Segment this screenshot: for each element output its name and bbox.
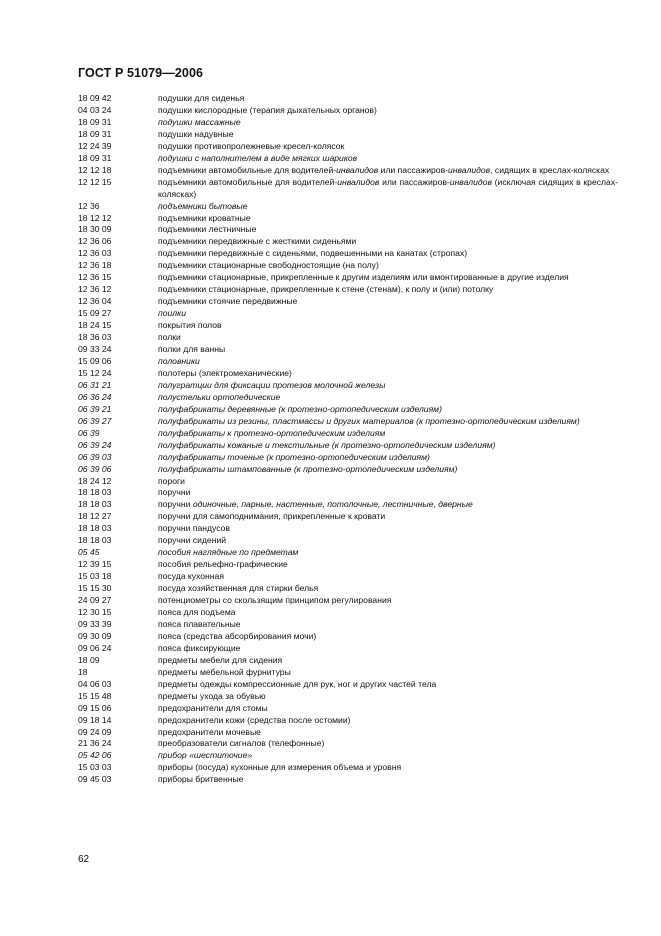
index-term <box>158 272 618 284</box>
index-term <box>158 368 618 380</box>
index-term-part: поручни <box>158 499 193 510</box>
index-row <box>78 452 618 464</box>
index-row <box>78 117 618 129</box>
index-row <box>78 153 618 165</box>
index-term-part: поручни сидений <box>158 535 227 546</box>
index-row <box>78 476 618 488</box>
index-code: 06 31 21 <box>78 379 112 390</box>
index-term-part: подъемники бытовые <box>158 200 248 211</box>
index-row <box>78 356 618 368</box>
index-row <box>78 691 618 703</box>
index-row <box>78 762 618 774</box>
index-term <box>158 356 618 368</box>
index-term <box>158 464 618 476</box>
index-term <box>158 392 618 404</box>
index-code: 09 30 09 <box>78 630 112 641</box>
index-code: 15 09 06 <box>78 355 112 366</box>
index-code: 24 09 27 <box>78 595 112 606</box>
index-term-part: предметы ухода за обувью <box>158 690 266 701</box>
index-row <box>78 236 618 248</box>
index-term-part: половники <box>158 355 200 366</box>
index-code: 09 24 09 <box>78 726 112 737</box>
index-term-part: подъемники стационарные свободностоящие (на полу) <box>158 260 379 271</box>
index-row <box>78 738 618 750</box>
index-code: 06 39 06 <box>78 463 112 474</box>
index-code: 15 03 18 <box>78 571 112 582</box>
index-row <box>78 643 618 655</box>
index-term <box>158 691 618 703</box>
index-term <box>158 679 618 691</box>
index-code: 18 09 31 <box>78 116 112 127</box>
index-term <box>158 607 618 619</box>
index-term <box>158 452 618 464</box>
index-code: 12 12 18 <box>78 164 112 175</box>
index-term-part: полуфабрикаты штампованные (к протезно-ортопедическим изделиям) <box>158 463 458 474</box>
index-term-part: полуфабрикаты из резины, пластмассы и других материалов (к протезно-ортопедическим изделиям) <box>158 415 580 426</box>
index-row <box>78 523 618 535</box>
index-code: 18 09 <box>78 654 100 665</box>
index-term-part: поручни <box>158 487 191 498</box>
index-row <box>78 296 618 308</box>
index-term-part: полки <box>158 332 181 343</box>
index-term <box>158 440 618 452</box>
index-row <box>78 535 618 547</box>
index-row <box>78 667 618 679</box>
index-term <box>158 153 618 165</box>
index-row <box>78 141 618 153</box>
index-row <box>78 177 618 201</box>
index-term-part: поручни для самоподнимания, прикрепленные к кровати <box>158 511 386 522</box>
index-row <box>78 703 618 715</box>
index-term-part: подушки массажные <box>158 116 241 127</box>
index-term-part: полотеры (электромеханические) <box>158 367 292 378</box>
index-term <box>158 774 618 786</box>
index-code: 09 06 24 <box>78 642 112 653</box>
index-term-part: приборы (посуда) кухонные для измерения объема и уровня <box>158 762 402 773</box>
index-term-part: подушки для сиденья <box>158 93 245 103</box>
index-row <box>78 440 618 452</box>
index-term-part: приборы бритвенные <box>158 774 244 785</box>
index-term <box>158 320 618 332</box>
index-row <box>78 308 618 320</box>
index-row <box>78 272 618 284</box>
index-term <box>158 571 618 583</box>
index-code: 06 39 27 <box>78 415 112 426</box>
index-term <box>158 523 618 535</box>
index-row <box>78 619 618 631</box>
index-row <box>78 428 618 440</box>
index-code: 18 36 03 <box>78 332 112 343</box>
index-code: 12 36 <box>78 200 100 211</box>
index-code: 18 24 15 <box>78 320 112 331</box>
index-row <box>78 284 618 296</box>
index-row <box>78 93 618 105</box>
index-term-part: предметы мебели для сидения <box>158 654 283 665</box>
index-term-part: потенциометры со скользящим принципом регулирования <box>158 595 392 606</box>
index-term-part: пояса для подъема <box>158 606 236 617</box>
index-term-part: или пассажиров- <box>378 164 448 175</box>
index-term-part: полуфабрикаты точеные (к протезно-ортопедическим изделиям) <box>158 451 430 462</box>
index-term-part: полустельки ортопедические <box>158 391 281 402</box>
index-row <box>78 774 618 786</box>
index-code: 18 12 27 <box>78 511 112 522</box>
index-term-part: полуфабрикаты к протезно-ортопедическим изделиям <box>158 427 386 438</box>
index-term-part: предохранители мочевые <box>158 726 261 737</box>
index-term <box>158 476 618 488</box>
document-header: ГОСТ Р 51079—2006 <box>78 66 204 80</box>
index-code: 09 33 24 <box>78 344 112 355</box>
index-term <box>158 404 618 416</box>
index-term <box>158 595 618 607</box>
index-term <box>158 715 618 727</box>
index-term <box>158 762 618 774</box>
index-row <box>78 595 618 607</box>
index-term <box>158 499 618 511</box>
index-term <box>158 260 618 272</box>
index-code: 09 45 03 <box>78 774 112 785</box>
index-term <box>158 535 618 547</box>
index-term-part: поилки <box>158 308 186 319</box>
index-row <box>78 607 618 619</box>
index-row <box>78 487 618 499</box>
index-term <box>158 416 618 428</box>
index-term <box>158 93 618 105</box>
index-term-part: инвалидов <box>336 164 379 175</box>
index-term-part: полуфабрикаты кожаные и текстильные (к протезно-ортопедическим изделиям) <box>158 439 496 450</box>
index-code: 12 36 15 <box>78 272 112 283</box>
index-term <box>158 750 618 762</box>
index-term <box>158 344 618 356</box>
index-term-part: предметы мебельной фурнитуры <box>158 666 291 677</box>
index-row <box>78 559 618 571</box>
index-term <box>158 703 618 715</box>
index-term-part: подушки противопролежневые кресел-колясок <box>158 140 345 151</box>
index-row <box>78 416 618 428</box>
index-code: 18 18 03 <box>78 523 112 534</box>
index-term-part: подушки с наполнителем в виде мягких шариков <box>158 152 358 163</box>
index-term <box>158 213 618 225</box>
index-term <box>158 643 618 655</box>
index-term <box>158 667 618 679</box>
index-term-part: инвалидов <box>337 176 380 187</box>
index-term <box>158 559 618 571</box>
index-row <box>78 368 618 380</box>
index-code: 12 36 18 <box>78 260 112 271</box>
index-term-part: инвалидов <box>449 176 492 187</box>
index-term-part: подъемники стационарные, прикрепленные к другим изделиям или вмонтированные в другие изделия <box>158 272 569 283</box>
index-term <box>158 117 618 129</box>
index-term-part: подушки надувные <box>158 128 234 139</box>
index-term-part: инвалидов <box>448 164 491 175</box>
index-term <box>158 380 618 392</box>
page-number: 62 <box>78 854 90 865</box>
index-term <box>158 631 618 643</box>
index-code: 09 33 39 <box>78 618 112 629</box>
index-term-part: , сидящих в креслах-колясках <box>490 164 610 175</box>
index-row <box>78 715 618 727</box>
index-term <box>158 308 618 320</box>
index-code: 18 09 42 <box>78 93 112 103</box>
index-term-part: предметы одежды компрессионные для рук, ног и других частей тела <box>158 678 437 689</box>
index-term-part: преобразователи сигналов (телефонные) <box>158 738 325 749</box>
index-term <box>158 177 618 201</box>
index-term-part: подушки кислородные (терапия дыхательных органов) <box>158 104 377 115</box>
index-row <box>78 332 618 344</box>
index-term-part: пояса плавательные <box>158 618 241 629</box>
index-row <box>78 344 618 356</box>
index-term-part: предохранители для стомы <box>158 702 268 713</box>
index-term-part: посуда хозяйственная для стирки белья <box>158 583 319 594</box>
index-row <box>78 583 618 595</box>
index-code: 15 15 30 <box>78 583 112 594</box>
index-row <box>78 679 618 691</box>
index-term-part: покрытия полов <box>158 320 222 331</box>
index-term-part: полугратции для фиксации протезов молочной железы <box>158 379 386 390</box>
index-term <box>158 284 618 296</box>
index-term <box>158 583 618 595</box>
index-term-part: пояса фиксирующие <box>158 642 241 653</box>
index-row <box>78 129 618 141</box>
index-code: 18 09 31 <box>78 152 112 163</box>
index-code: 05 42 06 <box>78 750 112 761</box>
index-term <box>158 727 618 739</box>
index-code: 21 36 24 <box>78 738 112 749</box>
index-code: 15 15 48 <box>78 690 112 701</box>
index-term-part: поручни пандусов <box>158 523 230 534</box>
index-code: 18 30 09 <box>78 224 112 235</box>
index-term <box>158 655 618 667</box>
index-code: 18 18 03 <box>78 499 112 510</box>
index-term-part: подъемники передвижные с сиденьями, подвешенными на канатах (стропах) <box>158 248 468 259</box>
index-row <box>78 201 618 213</box>
index-term-part: пособия наглядные по предметам <box>158 547 299 558</box>
index-code: 12 39 15 <box>78 559 112 570</box>
index-code: 06 39 24 <box>78 439 112 450</box>
index-term <box>158 224 618 236</box>
index-code: 12 36 12 <box>78 284 112 295</box>
index-term <box>158 487 618 499</box>
index-code: 18 12 12 <box>78 212 112 223</box>
index-term-part: одиночные, парные, настенные, потолочные, лестничные, дверные <box>192 499 473 510</box>
index-term-part: подъемники лестничные <box>158 224 257 235</box>
index-term <box>158 547 618 559</box>
index-code: 15 03 03 <box>78 762 112 773</box>
index-row <box>78 380 618 392</box>
index-row <box>78 547 618 559</box>
index-code: 15 09 27 <box>78 308 112 319</box>
index-code: 18 24 12 <box>78 475 112 486</box>
index-term-part: или пассажиров- <box>379 176 450 187</box>
index-code: 18 <box>78 666 88 677</box>
index-term-part: полки для ванны <box>158 344 226 355</box>
index-row <box>78 320 618 332</box>
index-code: 09 18 14 <box>78 714 112 725</box>
index-term-part: подъемники автомобильные для водителей- <box>158 164 337 175</box>
index-row <box>78 224 618 236</box>
index-term <box>158 332 618 344</box>
index-term <box>158 201 618 213</box>
index-row <box>78 464 618 476</box>
index-code: 06 39 21 <box>78 403 112 414</box>
index-code: 18 18 03 <box>78 535 112 546</box>
index-term-part: прибор «шеститочие» <box>158 750 253 761</box>
index-row <box>78 750 618 762</box>
index-term <box>158 129 618 141</box>
index-term-part: полуфабрикаты деревянные (к протезно-ортопедическим изделиям) <box>158 403 442 414</box>
index-code: 12 36 06 <box>78 236 112 247</box>
index-term-part: пособия рельефно-графические <box>158 559 288 570</box>
index-row <box>78 105 618 117</box>
index-code: 04 03 24 <box>78 104 112 115</box>
index-term <box>158 165 618 177</box>
index-term-part: (исключая сидящих в креслах-колясках) <box>158 176 618 199</box>
index-code: 12 36 03 <box>78 248 112 259</box>
index-code: 09 15 06 <box>78 702 112 713</box>
index-code: 04 06 03 <box>78 678 112 689</box>
index-term <box>158 248 618 260</box>
index-code: 12 36 04 <box>78 296 112 307</box>
index-term <box>158 236 618 248</box>
index-code: 12 12 15 <box>78 176 112 187</box>
index-term-part: подъемники передвижные с жесткими сиденьями <box>158 236 357 247</box>
index-term <box>158 105 618 117</box>
index-term-part: подъемники кроватные <box>158 212 251 223</box>
index-row <box>78 404 618 416</box>
index-row <box>78 213 618 225</box>
index-row <box>78 392 618 404</box>
index-row <box>78 571 618 583</box>
index-code: 18 09 31 <box>78 128 112 139</box>
index-row <box>78 260 618 272</box>
index-row <box>78 727 618 739</box>
index-term-part: подъемники стационарные, прикрепленные к стене (стенам), к полу и (или) потолку <box>158 284 494 295</box>
index-code: 12 30 15 <box>78 606 112 617</box>
index-row <box>78 499 618 511</box>
index-code: 06 36 24 <box>78 391 112 402</box>
index-term <box>158 619 618 631</box>
index-row <box>78 511 618 523</box>
index-row <box>78 631 618 643</box>
index-row <box>78 655 618 667</box>
index-code: 15 12 24 <box>78 367 112 378</box>
index-term <box>158 428 618 440</box>
index-term-part: предохранители кожи (средства после остомии) <box>158 714 351 725</box>
index-term-part: подъемники автомобильные для водителей- <box>158 176 338 187</box>
index-term <box>158 511 618 523</box>
index-row <box>78 165 618 177</box>
index-term <box>158 296 618 308</box>
index-term-part: пороги <box>158 475 185 486</box>
index-term <box>158 738 618 750</box>
index-term-part: посуда кухонная <box>158 571 224 582</box>
index-term <box>158 141 618 153</box>
index-code: 05 45 <box>78 547 100 558</box>
index-code: 18 18 03 <box>78 487 112 498</box>
index-row <box>78 248 618 260</box>
index-code: 12 24 39 <box>78 140 112 151</box>
index-code: 06 39 03 <box>78 451 112 462</box>
index-term-part: пояса (средства абсорбирования мочи) <box>158 630 317 641</box>
index-code: 06 39 <box>78 427 100 438</box>
index-term-part: подъемники стоячие передвижные <box>158 296 298 307</box>
alphabetical-index <box>78 93 618 786</box>
